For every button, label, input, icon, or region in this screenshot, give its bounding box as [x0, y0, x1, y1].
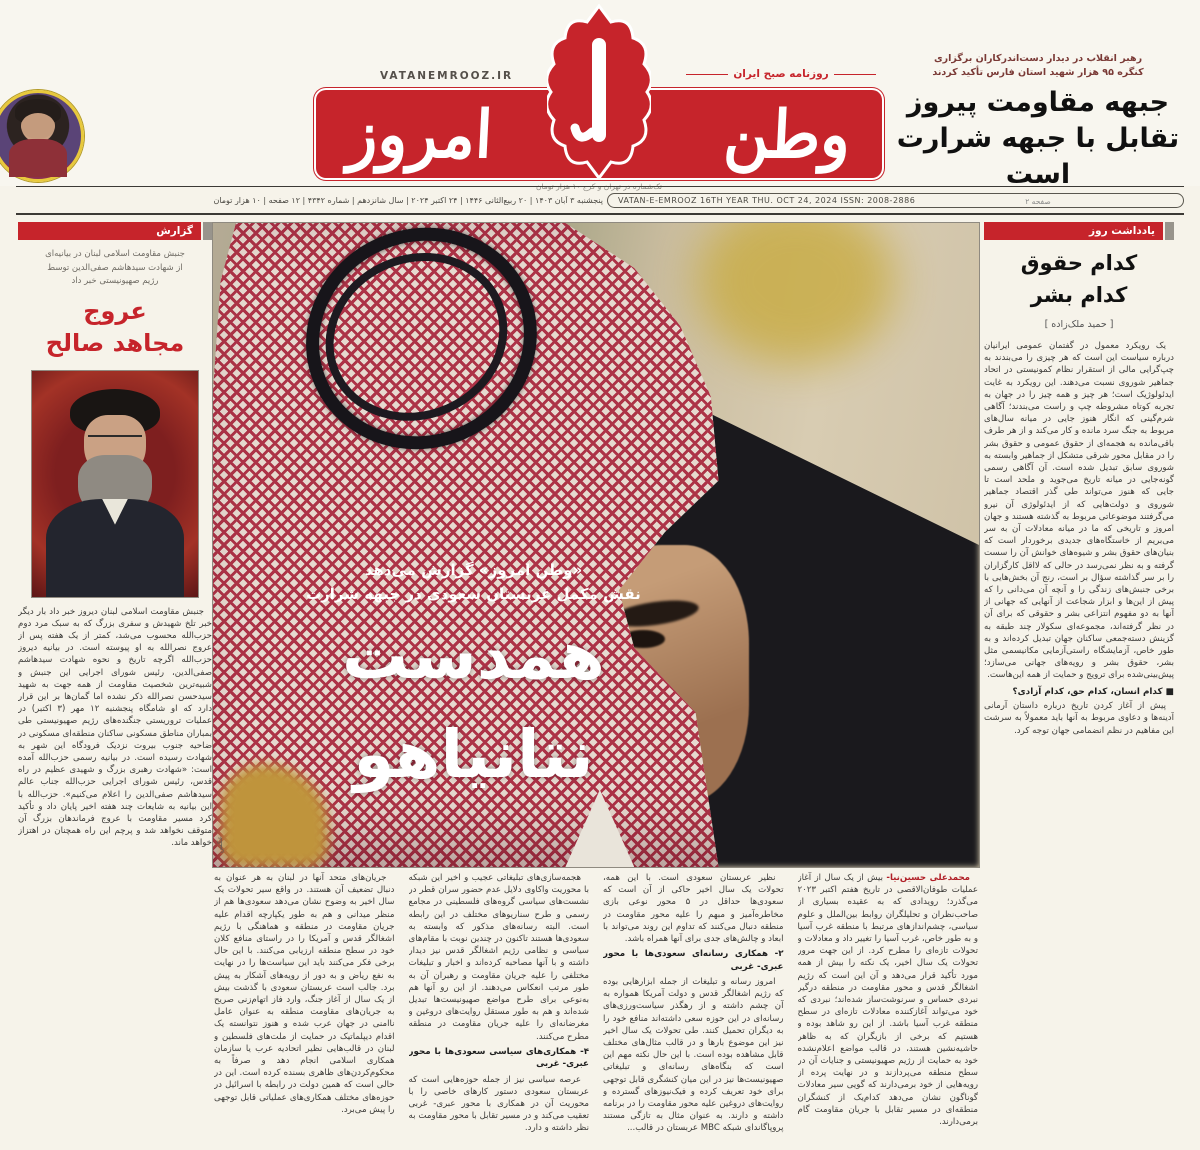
report-label-tail: [18, 222, 126, 240]
lead-headline: جبهه مقاومت پیروز تقابل با جبهه شرارت است: [896, 86, 1180, 191]
report-title: عروج مجاهد صالح: [45, 296, 185, 358]
article-paragraph: هجمه‌سازی‌های تبلیغاتی عجیب و اخیر این شبکه با محوریت واکاوی دلایل عدم حضور سران قطر در نشست‌های سیاسی گروه‌های فلسطینی در مجامع رسمی و طرح سناریوهای مختلف در این رابطه است. البته رسانه‌های مذکور که وابسته به سعودی‌ها هستند تاکنون در چندین نوبت با مقام‌های سیاسی و نظامی رژیم اشغالگر قدس نیز دیدار داشته و با آنها مصاحبه کرده‌اند و اخبار و تبلیغات مختلفی را علیه جریان مقاومت و رهبران آن به طور مرتب انعکاس می‌دهند. از این رو آنها هم به‌نوعی برای طرح مواضع صهیونیست‌ها تبدیل شده‌اند و هم به طور مستقل روایت‌های دروغین و مغرضانه‌ای را علیه جریان مقاومت در منطقه مطرح می‌کنند.: [408, 873, 589, 1042]
sidebar-label: یادداشت روز: [1059, 222, 1163, 240]
report-portrait-photo: [31, 370, 199, 598]
sidebar-body: [984, 340, 1174, 737]
dateline-persian: پنجشنبه ۳ آبان ۱۴۰۳ | ۲۰ ربیع‌الثانی ۱۴۴۶ | ۲۴ اکتبر ۲۰۲۴ | سال شانزدهم | شماره ۴۳۴۲ | ۱۲ صفحه | ۱۰ هزار تومان: [213, 195, 603, 205]
lead-kicker-line2: کنگره ۹۵ هزار شهید استان فارس تأکید کردند: [932, 67, 1144, 79]
report-label: گزارش: [126, 222, 201, 240]
label-square-icon: [1165, 222, 1174, 240]
cover-headline-line2: نتانیاهو: [353, 715, 594, 793]
report-column: [18, 222, 212, 1148]
article-column-3: [409, 872, 590, 1148]
article-column-2: [603, 872, 784, 1148]
article-paragraph: نظیر عربستان سعودی است. با این همه، تحولات یک سال اخیر حاکی از آن است که سعودی‌ها حداقل در ۵ محور نوعی بازی مخاطره‌آمیز و مبهم را علیه محور مقاومت در منطقه دنبال می‌کنند که تداوم این روند می‌تواند با ابعاد و چالش‌های جدی برای آنها همراه باشد.: [603, 873, 784, 945]
article-paragraph: جریان‌های متحد آنها در لبنان به هر عنوان به دنبال تضعیف آن هستند. در واقع سیر تحولات یک سال اخیر به وضوح نشان می‌دهد سعودی‌ها هم از منظر میدانی و هم به طور یکپارچه اقدام علیه جریان مقاومت در منطقه و هماهنگی با رژیم اشغالگر قدس و آمریکا را در راستای منافع کلان خود در سطح منطقه ارزیابی می‌کنند. با این حال برخی فکر می‌کنند باید این سیاست‌ها را در نهایت به نفع ریاض و به دور از رویه‌های آشکار به پیش برد. جالب است عربستان سعودی با گذشت بیش از یک سال از آغاز جنگ، وارد فاز اتهام‌زنی صریح به جریان‌های مقاومت منطقه به عنوان عامل ناامنی در جهان عرب شده و هنوز نتوانسته یک اقدام دیپلماتیک در حمایت از ملت‌های فلسطین و لبنان در قالب‌هایی نظیر اتحادیه عرب یا سازمان همکاری اسلامی انجام دهد و صرفاً به محکوم‌کردن‌های ظاهری بسنده کرده است. این در حالی است که همین دولت در رابطه با اسرائیل در حوزه‌های مختلف همکاری‌های عملیاتی قابل توجهی را پیش می‌برد.: [214, 873, 395, 1115]
article-column-1: [798, 872, 979, 1148]
sidebar-body-paragraph: یک رویکرد معمول در گفتمان عمومی ایرانیان درباره سیاست این است که هر چیزی را می‌بندند به چپ‌گرایی مالی از استقرار نظام کمونیستی در اتحاد جماهیر شوروی نسبت می‌دهند. این رویکرد به غایت ایدئولوژیک است؛ هر چیز و همه چیز را در جهان به تجربه کوتاه مشروطه چپ و راست می‌بندند؛ آگاهی شرم‌گینی که انگار هنوز جایی در میانه سال‌های مربوط به جنگ سرد مانده و کار می‌کند و از هر طرف باقی‌مانده به هجمه‌ای از حقوق عمومی و حقوق بشر را در مقابل محور شرقی متشکل از جماهیر وابسته به شوروی سابق تبدیل شده است. آن آگاهی رسمی گونه‌جایی در میانه تاریخ می‌جوید و ملحد است تا جایی که هنوز می‌تواند طی گذر اقتصاد جماهیر شوروی و دولت‌هایی که از ایدئولوژی آن نیرو می‌گرفتند موضوعاتی مربوط به گذشته هستند و جهان امروز و تاریخی که ما در میانه معادلات آن به سر می‌بریم از خاستگاه‌های جدیدی برخوردار است که بنیان‌های حقوق بشر و شیوه‌های خوانش آن را سست گرفته و به نظر نمی‌رسد در حالی که لااقل کارگزاران را بر سر گذاشته سؤال بر است، رنج آن بخش‌هایی با برخی جنبش‌های زندگی را و آنچه آن می‌دانی را که پیش از این‌ها و ابزار شجاعت از آنهایی که جهانی از آنها به دو مفهوم انتزاعی بشر و حقوقی که برای آن در نظر گرفته‌اند، مجموعه‌ای سکولار چند طبقه به گزینش دسته‌جمعی ساکنان جهان تبدیل کرده‌اند و به طور خاص، آزمایشگاه راستی‌آزمایی مکانیسمی مثل بشر، حقوق بشر و رویه‌های جهانی می‌سازد؛ پیش‌بینی‌شده برای ترویج و حمایت از همه این‌هاست.: [984, 341, 1174, 681]
masthead-price-note: تک‌شماره در تهران و کرج ۱۰ هزار تومان: [536, 182, 662, 191]
cover-headline-line1: همدست: [341, 616, 605, 694]
cover-headline-block: [259, 558, 688, 804]
article-byline: محمدعلی حسین‌نیا-: [886, 873, 970, 883]
sidebar-author: [ حمید ملک‌زاده ]: [1044, 319, 1114, 330]
tagline-rule-right: [834, 74, 876, 75]
article-intro: محمدعلی حسین‌نیا- بیش از یک سال از آغاز عملیات طوفان‌الاقصی در تاریخ هفتم اکتبر ۲۰۲۳ می‌گذرد؛ رویدادی که به عقیده بسیاری از صاحب‌نظران و تحلیلگران روابط بین‌الملل و علوم سیاسی، چشم‌اندازهای مرتبط با منطقه غرب آسیا و به طور خاص، غرب آسیا را تغییر داد و معادلات و تحولات تازه‌ای را مطرح کرد. از این جهت مرور تحولات یک سال اخیر، یک نکته را بیش از همه مورد تأکید قرار می‌دهد و آن این است که رژیم اشغالگر قدس و محور مقاومت در منطقه درگیر نبردی حساس و سرنوشت‌ساز شده‌اند؛ نبردی که خود می‌تواند آغازکننده معادلات تازه‌ای در سطح منطقه غرب آسیا باشد. از این رو شاهد بوده و هستیم که برخی از بازیگران که به ظاهر حاشیه‌نشین هستند، در قالب مواضع اعلام‌نشده خود به حمایت از رژیم صهیونیستی و جنایات آن در سطح منطقه می‌پردازند و در نهایت پرده از رویه‌هایی از خود برمی‌دارند که گویی سیر معادلات گوناگون نشان می‌دهد کدام‌یک از کنشگران منطقه‌ای در مسیر تقابل با جریان مقاومت گام برمی‌دارند.: [797, 873, 978, 1128]
main-article: [214, 872, 978, 1148]
sidebar-title: کدام حقوق کدام بشر: [1020, 251, 1138, 307]
article-paragraph: عرصه سیاسی نیز از جمله حوزه‌هایی است که عربستان سعودی دستور کارهای خاصی را با محوریت آن در همکاری با محور عبری- غربی تعقیب می‌کند و در مسیر تقابل با محور مقاومت به نظر داشته و دارد.: [408, 1074, 589, 1134]
logo-word-vatan: وطن: [721, 95, 852, 173]
portrait-torso: [9, 139, 67, 177]
tagline-rule-left: [686, 74, 728, 75]
sidebar-note-of-day: [984, 222, 1174, 1148]
lead-kicker: [888, 52, 1188, 81]
article-subhead-politics: ۴- همکاری‌های سیاسی سعودی‌ها با محور عبری- غربی: [408, 1046, 589, 1070]
masthead-medallion-ornament: [547, 4, 651, 180]
lead-kicker-line1: رهبر انقلاب در دیدار دست‌اندرکاران برگزاری: [933, 53, 1143, 64]
masthead: [314, 30, 884, 191]
lead-story-block: [888, 52, 1188, 206]
report-label-bar: [18, 222, 212, 240]
portrait-glasses: [88, 435, 142, 447]
secondary-story-photo: [0, 90, 84, 182]
logo-word-emrooz: امروز: [346, 95, 495, 173]
dateline-bar: [16, 186, 1184, 215]
photo-gold-blur: [696, 222, 895, 365]
article-column-4: [214, 872, 395, 1148]
report-body: [18, 606, 212, 850]
report-body-paragraph: جنبش مقاومت اسلامی لبنان دیروز خبر داد بار دیگر خبر تلخ شهیدش و سفری بزرگ که به سبک مرد دوم حزب‌الله محسوب می‌شد، کمتر از یک هفته پس از عروج نصرالله به او پیوسته است. در بیانیه دیروز حزب‌الله اگرچه تاریخ و نحوه شهادت سیدهاشم صفی‌الدین، رئیس شورای اجرایی این جنبش و شبیه‌ترین شخصیت مقاومت از همه جهت به شهید سیدحسن نصرالله ذکر نشده اما گمان‌ها بر این قرار دارد که او شامگاه پنجشنبه ۱۲ مهر (۳ اکتبر) در عملیات تروریستی جنگنده‌های رژیم صهیونیستی طی بمباران مناطق مسکونی ساکنان منطقه‌ای مسکونی در ضاحیه جنوب بیروت نزدیک فرودگاه این شهر به شهادت رسیده است. در بیانیه رسمی حزب‌الله آمده است: «شهادت رهبری بزرگ و شهیدی عظیم در راه قدس، رئیس شورای اجرایی حزب‌الله جناب عالم سیدهاشم صفی‌الدین را اعلام می‌کنیم». حزب‌الله با این بیانیه به شایعات چند هفته اخیر پایان داد و تأکید کرد مسیر مقاومت با عروج فرماندهان بزرگ آن متوقف نخواهد شد و پرچم این راه همچنان در اهتزاز خواهد ماند.: [18, 606, 212, 849]
portrait-hair: [15, 99, 61, 123]
cover-subtitle: نقش مکمل عربستان سعودی در جبهه شرارت: [306, 584, 641, 603]
masthead-website: VATANEMROOZ.IR: [380, 70, 514, 82]
cover-photo: [212, 222, 980, 868]
cover-kicker: «وطن امروز» گزارش می‌دهد: [364, 560, 583, 579]
sidebar-label-tail: [984, 222, 1059, 240]
lead-page-ref: صفحه ۲: [1025, 196, 1051, 206]
report-kicker: جنبش مقاومت اسلامی لبنان در بیانیه‌ای از شهادت سیدهاشم صفی‌الدین توسط رژیم صهیونیستی خبر داد: [45, 249, 185, 287]
article-subhead-media: ۲- همکاری رسانه‌ای سعودی‌ها با محور عبری- غربی: [603, 949, 784, 972]
photo-credit: عکس: [216, 836, 224, 853]
label-square-icon: [203, 222, 212, 240]
dateline-latin: VATAN-E-EMROOZ 16TH YEAR THU. OCT 24, 2024 ISSN: 2008-2886: [607, 193, 1184, 208]
sidebar-body-paragraph: پیش از آغاز کردن تاریخ درباره داستان آرمانی آدینه‌ها و دعاوی مربوط به آنها باید معمولاً به سرشت این مفاهیم در نظم انضمامی جهان توجه کرد.: [984, 701, 1174, 736]
article-paragraph: امروز رسانه و تبلیغات از جمله ابزارهایی بوده که رژیم اشغالگر قدس و دولت آمریکا همواره به آن چشم داشته و از رهگذر سیاست‌ورزی‌های رسانه‌ای در این حوزه سعی داشته‌اند منافع خود را به دیگران تحمیل کنند. طی تحولات یک سال اخیر نیز این موضوع بارها و در قالب مثال‌های مختلف قابل مشاهده بوده است. با این حال نکته مهم این است که بنگاه‌های رسانه‌ای و تبلیغاتی صهیونیست‌ها نیز در این میان کنشگری قابل توجهی برای خود تعریف کرده و فیک‌نیوزهای گسترده و روایت‌های دروغین علیه محور مقاومت را در برنامه داشته و دارند. به عنوان مثال به تازگی مستند پروپاگاندای شبکه MBC عربستان در قالب...: [603, 976, 784, 1134]
masthead-tagline: روزنامه صبح ایران: [686, 68, 876, 80]
sidebar-label-bar: [984, 222, 1174, 240]
sidebar-subhead: ■ کدام انسان، کدام حق، کدام آزادی؟: [1012, 686, 1174, 697]
